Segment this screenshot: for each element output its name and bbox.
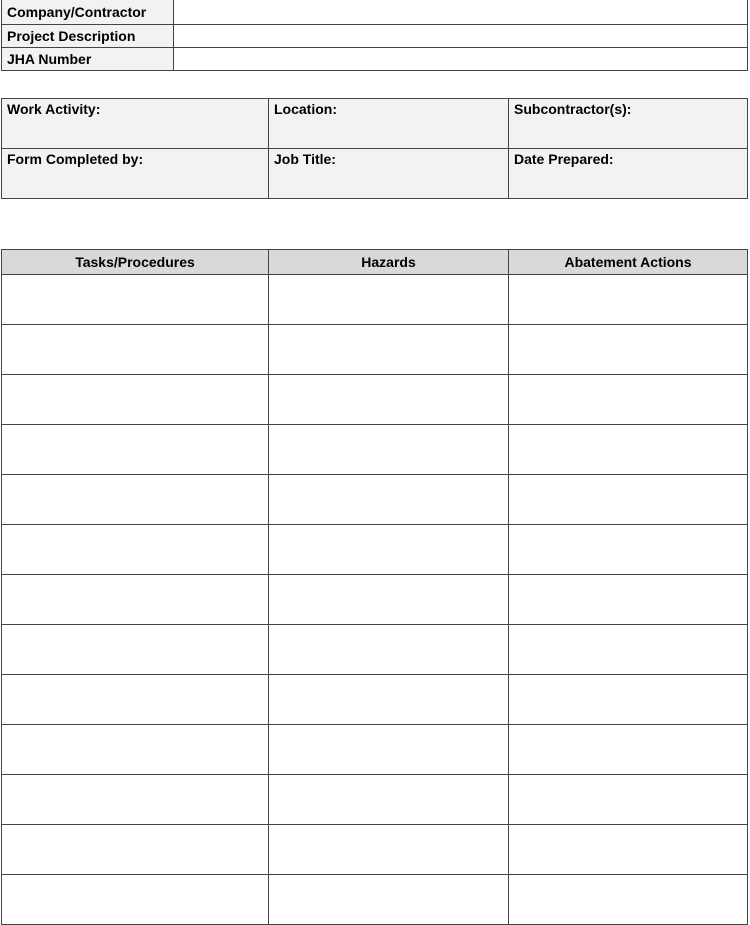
task-cell[interactable] bbox=[2, 525, 269, 575]
table-row bbox=[2, 675, 748, 725]
task-cell[interactable] bbox=[2, 275, 269, 325]
abatement-cell[interactable] bbox=[509, 325, 748, 375]
table-row bbox=[2, 525, 748, 575]
table-row bbox=[2, 375, 748, 425]
table-row bbox=[2, 275, 748, 325]
table-row bbox=[2, 725, 748, 775]
company-contractor-label: Company/Contractor bbox=[2, 0, 174, 24]
job-title-field[interactable] bbox=[269, 149, 509, 199]
meta-row-2 bbox=[2, 149, 748, 199]
jha-table bbox=[1, 249, 748, 925]
task-cell[interactable] bbox=[2, 625, 269, 675]
abatement-cell[interactable] bbox=[509, 475, 748, 525]
abatement-cell[interactable] bbox=[509, 675, 748, 725]
abatement-cell[interactable] bbox=[509, 575, 748, 625]
hazard-cell[interactable] bbox=[269, 625, 509, 675]
task-cell[interactable] bbox=[2, 475, 269, 525]
meta-row-1 bbox=[2, 99, 748, 149]
task-cell[interactable] bbox=[2, 825, 269, 875]
abatement-cell[interactable] bbox=[509, 525, 748, 575]
task-cell[interactable] bbox=[2, 675, 269, 725]
hazard-cell[interactable] bbox=[269, 475, 509, 525]
subcontractors-field[interactable] bbox=[509, 99, 748, 149]
hazard-cell[interactable] bbox=[269, 275, 509, 325]
meta-fields-table bbox=[1, 98, 748, 199]
hazard-cell[interactable] bbox=[269, 575, 509, 625]
abatement-cell[interactable] bbox=[509, 775, 748, 825]
table-row bbox=[2, 575, 748, 625]
jha-number-label: JHA Number bbox=[2, 47, 174, 70]
job-title-label: Job Title: bbox=[274, 151, 336, 167]
table-row bbox=[2, 475, 748, 525]
abatement-cell[interactable] bbox=[509, 725, 748, 775]
hazard-cell[interactable] bbox=[269, 425, 509, 475]
hazard-cell[interactable] bbox=[269, 675, 509, 725]
project-description-label: Project Description bbox=[2, 24, 174, 47]
work-activity-label: Work Activity: bbox=[7, 101, 101, 117]
table-row bbox=[2, 325, 748, 375]
subcontractors-label: Subcontractor(s): bbox=[514, 101, 632, 117]
info-row-company bbox=[2, 0, 748, 24]
hazard-cell[interactable] bbox=[269, 375, 509, 425]
hazard-cell[interactable] bbox=[269, 825, 509, 875]
table-row bbox=[2, 825, 748, 875]
hazard-cell[interactable] bbox=[269, 775, 509, 825]
jha-number-field[interactable] bbox=[174, 47, 748, 70]
header-hazards: Hazards bbox=[269, 250, 509, 275]
date-prepared-field[interactable] bbox=[509, 149, 748, 199]
table-row bbox=[2, 625, 748, 675]
date-prepared-label: Date Prepared: bbox=[514, 151, 614, 167]
task-cell[interactable] bbox=[2, 725, 269, 775]
header-tasks-procedures: Tasks/Procedures bbox=[2, 250, 269, 275]
task-cell[interactable] bbox=[2, 575, 269, 625]
info-row-jha bbox=[2, 47, 748, 70]
abatement-cell[interactable] bbox=[509, 375, 748, 425]
hazard-cell[interactable] bbox=[269, 325, 509, 375]
hazard-cell[interactable] bbox=[269, 525, 509, 575]
form-completed-by-field[interactable] bbox=[2, 149, 269, 199]
abatement-cell[interactable] bbox=[509, 825, 748, 875]
project-info-table bbox=[1, 0, 748, 71]
hazard-cell[interactable] bbox=[269, 725, 509, 775]
location-field[interactable] bbox=[269, 99, 509, 149]
company-contractor-field[interactable] bbox=[174, 0, 748, 24]
abatement-cell[interactable] bbox=[509, 625, 748, 675]
table-row bbox=[2, 425, 748, 475]
task-cell[interactable] bbox=[2, 375, 269, 425]
task-cell[interactable] bbox=[2, 425, 269, 475]
jha-header-row bbox=[2, 250, 748, 275]
form-completed-by-label: Form Completed by: bbox=[7, 151, 144, 167]
header-abatement-actions: Abatement Actions bbox=[509, 250, 748, 275]
task-cell[interactable] bbox=[2, 325, 269, 375]
table-row bbox=[2, 775, 748, 825]
abatement-cell[interactable] bbox=[509, 425, 748, 475]
location-label: Location: bbox=[274, 101, 337, 117]
jha-table-body bbox=[2, 275, 748, 925]
abatement-cell[interactable] bbox=[509, 275, 748, 325]
project-description-field[interactable] bbox=[174, 24, 748, 47]
task-cell[interactable] bbox=[2, 775, 269, 825]
info-row-project bbox=[2, 24, 748, 47]
work-activity-field[interactable] bbox=[2, 99, 269, 149]
